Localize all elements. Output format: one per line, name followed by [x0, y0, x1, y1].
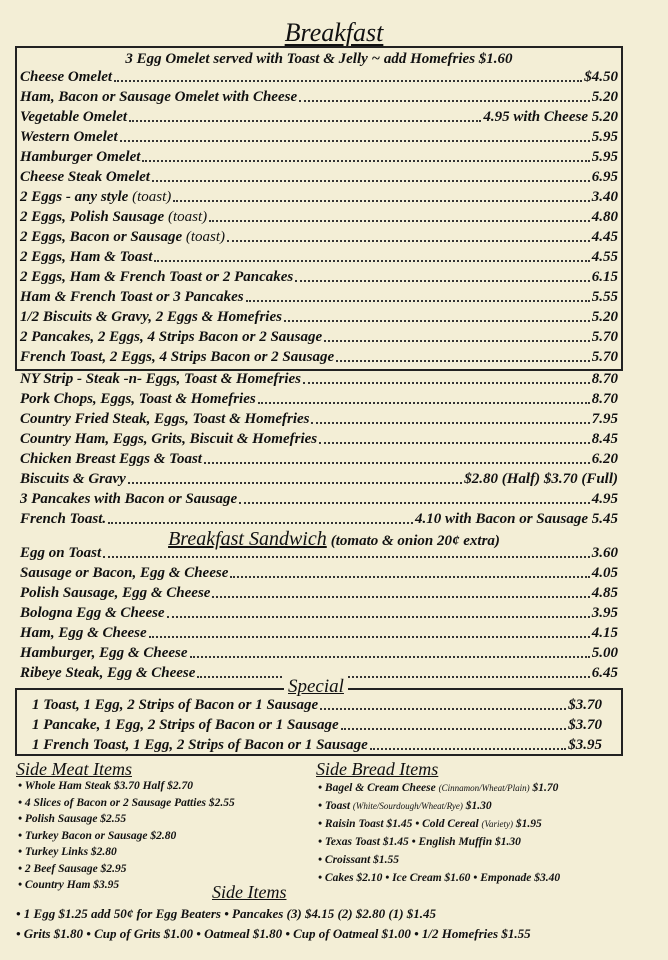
- special-title: Special: [284, 676, 348, 698]
- breakfast-title: Breakfast: [284, 18, 384, 47]
- item-price: $2.80 (Half) $3.70 (Full): [464, 471, 618, 487]
- item-name-text: 2 Pancakes, 2 Eggs, 4 Strips Bacon or 2 Sausage: [20, 329, 323, 345]
- item-name: [20, 509, 106, 529]
- item-price: 5.70: [591, 329, 618, 345]
- item-name-text: 1 Pancake, 1 Egg, 2 Strips of Bacon or 1 Sausage: [32, 717, 339, 733]
- item-name: [20, 167, 150, 187]
- item-name-text: Ham, Bacon or Sausage Omelet with Cheese: [20, 89, 298, 105]
- side-meat-item: • 4 Slices of Bacon or 2 Sausage Patties $2.55: [18, 796, 235, 809]
- item-name-text: French Toast.: [20, 511, 107, 527]
- bread-variety-note: (White/Sourdough/Wheat/Rye): [352, 801, 463, 811]
- item-name-text: 2 Eggs, Polish Sausage: [20, 209, 165, 225]
- menu-item: [20, 307, 618, 327]
- dot-leader: [341, 727, 567, 730]
- item-name: [20, 247, 152, 267]
- side-bread-title: Side Bread Items: [316, 759, 439, 779]
- item-name: [20, 623, 147, 643]
- item-name-text: Vegetable Omelet: [20, 109, 128, 125]
- item-price: 4.55: [591, 249, 618, 265]
- menu-item: [20, 449, 618, 469]
- item-name-text: Hamburger, Egg & Cheese: [20, 645, 188, 661]
- item-name-text: Bologna Egg & Cheese: [20, 605, 165, 621]
- item-name: [32, 695, 318, 715]
- side-meat-item: • Turkey Bacon or Sausage $2.80: [18, 829, 177, 842]
- dot-leader: [336, 359, 590, 362]
- item-name: [20, 563, 228, 583]
- side-meat-item: • Country Ham $3.95: [18, 879, 120, 891]
- item-name: [20, 307, 282, 327]
- item-name: [32, 715, 339, 735]
- side-meat-item: • Turkey Links $2.80: [18, 846, 117, 858]
- special-item: [32, 735, 602, 755]
- item-price: 5.70: [591, 349, 618, 365]
- bread-variety-note: (Variety): [481, 819, 514, 829]
- item-name-text: Country Fried Steak, Eggs, Toast & Homefries: [20, 411, 310, 427]
- item-name: [20, 287, 244, 307]
- bread-text: $1.95: [513, 818, 542, 830]
- item-name: [20, 429, 317, 449]
- menu-item: [20, 389, 618, 409]
- sandwich-item: [20, 583, 618, 603]
- item-name: [20, 663, 195, 683]
- item-name-text: Biscuits & Gravy: [20, 471, 126, 487]
- item-name: [20, 127, 118, 147]
- dot-leader: [190, 655, 590, 658]
- item-name-text: 2 Eggs - any style: [20, 189, 129, 205]
- menu-item: [20, 409, 618, 429]
- item-price: 5.95: [591, 149, 618, 165]
- menu-item: [20, 107, 618, 127]
- side-bread-item: [318, 870, 560, 887]
- item-price: 5.20: [591, 89, 618, 105]
- item-name-text: Polish Sausage, Egg & Cheese: [20, 585, 211, 601]
- side-items-line-2: • Grits $1.80 • Cup of Grits $1.00 • Oatmeal $1.80 • Cup of Oatmeal $1.00 • 1/2 Homefries $1.55: [16, 926, 531, 941]
- item-price: 4.45: [591, 229, 618, 245]
- side-meat-item: • Whole Ham Steak $3.70 Half $2.70: [18, 780, 194, 792]
- item-price: 4.85: [591, 585, 618, 601]
- item-name-text: 3 Pancakes with Bacon or Sausage: [20, 491, 238, 507]
- dot-leader: [370, 747, 566, 750]
- side-items-line-1: • 1 Egg $1.25 add 50¢ for Egg Beaters • Pancakes (3) $4.15 (2) $2.80 (1) $1.45: [16, 906, 437, 921]
- item-name-text: 1 Toast, 1 Egg, 2 Strips of Bacon or 1 Sausage: [32, 697, 319, 713]
- sandwich-item: [20, 563, 618, 583]
- item-name: [20, 603, 165, 623]
- item-price: $3.70: [568, 697, 602, 713]
- item-price: 4.10 with Bacon or Sausage 5.45: [415, 511, 618, 527]
- dot-leader: [299, 99, 590, 102]
- item-name: [20, 267, 293, 287]
- menu-item: [20, 227, 618, 247]
- item-name: [20, 449, 202, 469]
- menu-item: [20, 489, 618, 509]
- side-meat-item: • 2 Beef Sausage $2.95: [18, 862, 127, 875]
- dot-leader: [284, 319, 590, 322]
- dot-leader: [173, 199, 590, 202]
- item-name-text: Country Ham, Eggs, Grits, Biscuit & Homefries: [20, 431, 318, 447]
- item-name-text: Ham & French Toast or 3 Pancakes: [20, 289, 244, 305]
- item-name-text: Ham, Egg & Cheese: [20, 625, 147, 641]
- item-name-text: French Toast, 2 Eggs, 4 Strips Bacon or 2 Sausage: [20, 349, 335, 365]
- dot-leader: [152, 179, 590, 182]
- item-price: 3.95: [591, 605, 618, 621]
- dot-leader: [212, 595, 589, 598]
- item-name-text: Pork Chops, Eggs, Toast & Homefries: [20, 391, 256, 407]
- item-name-text: Cheese Omelet: [20, 69, 113, 85]
- menu-item: [20, 247, 618, 267]
- menu-item: [20, 469, 618, 489]
- item-note: (toast): [128, 189, 172, 205]
- side-bread-item: [318, 816, 542, 833]
- menu-item: [20, 147, 618, 167]
- item-price: 6.20: [591, 451, 618, 467]
- item-price: 5.00: [591, 645, 618, 661]
- item-price: 3.60: [591, 545, 618, 561]
- bread-text: $1.30: [462, 800, 492, 812]
- side-meat-title: Side Meat Items: [16, 759, 132, 779]
- item-name-text: Cheese Steak Omelet: [20, 169, 150, 185]
- menu-item: [20, 327, 618, 347]
- dot-leader: [311, 421, 589, 424]
- item-name-text: 1 French Toast, 1 Egg, 2 Strips of Bacon or 1 Sausage: [32, 737, 368, 753]
- special-item: [32, 715, 602, 735]
- item-name: [20, 107, 127, 127]
- dot-leader: [320, 707, 566, 710]
- item-price: $3.95: [568, 737, 602, 753]
- dot-leader: [319, 441, 590, 444]
- dot-leader: [239, 501, 590, 504]
- item-name: [20, 583, 210, 603]
- menu-item: [20, 429, 618, 449]
- item-note: (toast): [164, 209, 208, 225]
- item-name-text: 2 Eggs, Bacon or Sausage: [20, 229, 183, 245]
- item-name: [20, 87, 297, 107]
- menu-item: [20, 67, 618, 87]
- item-name: [20, 643, 188, 663]
- side-bread-item: [318, 852, 399, 869]
- dot-leader: [128, 481, 462, 484]
- dot-leader: [103, 555, 590, 558]
- dot-leader: [324, 339, 590, 342]
- item-name-text: Egg on Toast: [20, 545, 102, 561]
- side-items-title: Side Items: [212, 882, 287, 902]
- item-price: 7.95: [591, 411, 618, 427]
- item-price: 8.70: [591, 391, 618, 407]
- item-name: [20, 469, 126, 489]
- item-price: 6.15: [591, 269, 618, 285]
- item-price: 6.45: [591, 665, 618, 681]
- item-price: 5.95: [591, 129, 618, 145]
- item-name: [20, 207, 207, 227]
- dot-leader: [154, 259, 589, 262]
- item-name-text: 2 Eggs, Ham & French Toast or 2 Pancakes: [20, 269, 294, 285]
- dot-leader: [114, 79, 582, 82]
- dot-leader: [129, 119, 481, 122]
- bread-text: • Raisin Toast $1.45 • Cold Cereal: [318, 818, 482, 830]
- menu-item: [20, 287, 618, 307]
- item-name: [20, 227, 225, 247]
- item-name: [20, 389, 256, 409]
- item-name-text: 1/2 Biscuits & Gravy, 2 Eggs & Homefries: [20, 309, 282, 325]
- dot-leader: [204, 461, 590, 464]
- item-price: 5.20: [591, 309, 618, 325]
- dot-leader: [303, 381, 590, 384]
- item-price: 5.55: [591, 289, 618, 305]
- item-price: 4.80: [591, 209, 618, 225]
- item-name: [32, 735, 368, 755]
- menu-item: [20, 369, 618, 389]
- side-bread-item: [318, 834, 521, 851]
- menu-item: [20, 267, 618, 287]
- dot-leader: [227, 239, 590, 242]
- bread-variety-note: (Cinnamon/Wheat/Plain): [438, 783, 530, 793]
- side-meat-item: • Polish Sausage $2.55: [18, 813, 127, 825]
- menu-item: [20, 167, 618, 187]
- item-price: 4.95: [591, 491, 618, 507]
- item-price: 8.45: [591, 431, 618, 447]
- item-name: [20, 327, 322, 347]
- item-name: [20, 187, 171, 207]
- item-name-text: Sausage or Bacon, Egg & Cheese: [20, 565, 229, 581]
- item-price: 4.95 with Cheese 5.20: [483, 109, 618, 125]
- dot-leader: [230, 575, 589, 578]
- dot-leader: [246, 299, 590, 302]
- item-name-text: Western Omelet: [20, 129, 118, 145]
- sandwich-item: [20, 603, 618, 623]
- item-name: [20, 147, 140, 167]
- dot-leader: [209, 219, 590, 222]
- item-name: [20, 489, 237, 509]
- dot-leader: [142, 159, 589, 162]
- item-name: [20, 67, 112, 87]
- bread-text: • Croissant $1.55: [318, 854, 400, 866]
- item-name: [20, 409, 309, 429]
- item-name: [20, 347, 334, 367]
- sandwich-item: [20, 643, 618, 663]
- bread-text: • Cakes $2.10 • Ice Cream $1.60 • Emponade $3.40: [318, 872, 561, 884]
- menu-item: [20, 207, 618, 227]
- sandwich-title: Breakfast Sandwich: [168, 528, 327, 550]
- item-name: [20, 369, 301, 389]
- dot-leader: [197, 675, 589, 678]
- menu-item: [20, 347, 618, 367]
- bread-text: • Texas Toast $1.45 • English Muffin $1.30: [318, 836, 521, 848]
- side-bread-item: [318, 798, 492, 815]
- dot-leader: [108, 521, 413, 524]
- menu-item: [20, 187, 618, 207]
- dot-leader: [167, 615, 590, 618]
- item-name-text: NY Strip - Steak -n- Eggs, Toast & Homefries: [20, 371, 301, 387]
- special-item: [32, 695, 602, 715]
- dot-leader: [295, 279, 590, 282]
- item-name-text: Ribeye Steak, Egg & Cheese: [20, 665, 196, 681]
- item-price: 3.40: [591, 189, 618, 205]
- bread-text: • Bagel & Cream Cheese: [318, 782, 439, 794]
- dot-leader: [258, 401, 590, 404]
- item-price: 4.05: [591, 565, 618, 581]
- omelet-header: 3 Egg Omelet served with Toast & Jelly ~ add Homefries $1.60: [125, 51, 513, 67]
- sandwich-item: [20, 543, 618, 563]
- item-price: 6.95: [591, 169, 618, 185]
- item-name-text: Chicken Breast Eggs & Toast: [20, 451, 202, 467]
- side-bread-item: [318, 780, 558, 797]
- bread-text: • Toast: [318, 800, 353, 812]
- menu-item: [20, 87, 618, 107]
- item-price: 4.15: [591, 625, 618, 641]
- dot-leader: [120, 139, 590, 142]
- sandwich-subtitle: (tomato & onion 20¢ extra): [330, 533, 500, 549]
- item-note: (toast): [182, 229, 226, 245]
- sandwich-item: [20, 623, 618, 643]
- item-price: 8.70: [591, 371, 618, 387]
- item-name-text: Hamburger Omelet: [20, 149, 141, 165]
- bread-text: $1.70: [529, 782, 559, 794]
- menu-item: [20, 127, 618, 147]
- item-name: [20, 543, 101, 563]
- item-price: $4.50: [584, 69, 618, 85]
- menu-item: [20, 509, 618, 529]
- item-name-text: 2 Eggs, Ham & Toast: [20, 249, 153, 265]
- item-price: $3.70: [568, 717, 602, 733]
- dot-leader: [149, 635, 590, 638]
